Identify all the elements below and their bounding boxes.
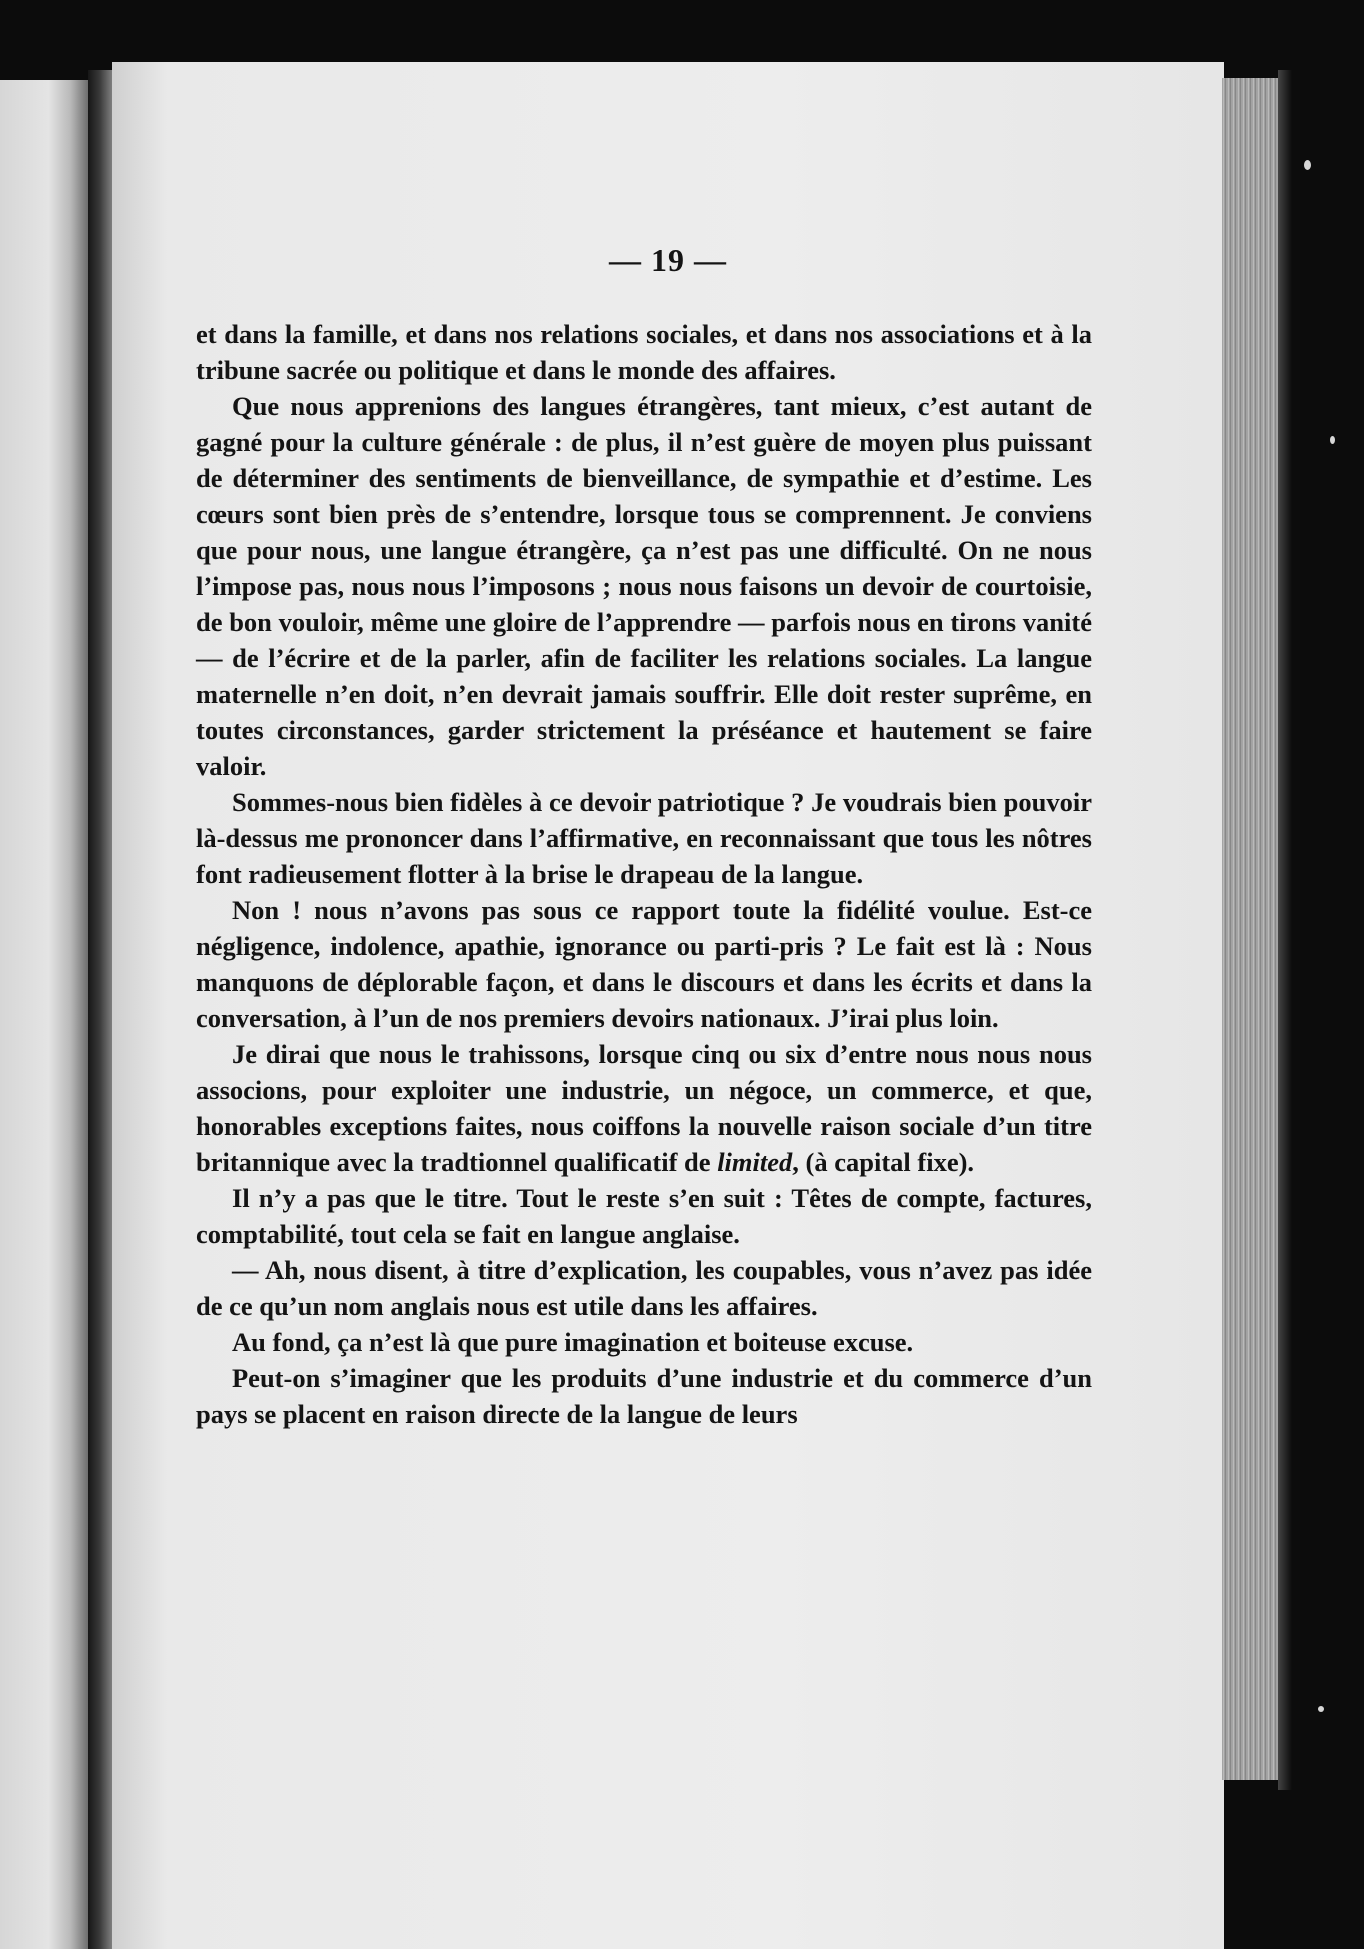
paragraph: [196, 1036, 1092, 1180]
book-gutter: [88, 70, 114, 1949]
page-number: — 19 —: [609, 242, 727, 278]
paragraph-text: Je dirai que nous le trahissons, lorsque cinq ou six d’entre nous nous nous associons, pour exploiter une industrie, un négoce, un commerce, et que, honorables exceptions faites, nous coiffons la nouvelle raison sociale d’un titre britannique avec la tradtionnel qualificatif de: [196, 1039, 1092, 1177]
paragraph-text: Il n’y a pas que le titre. Tout le reste s’en suit : Têtes de compte, factures, comptabilité, tout cela se fait en langue anglaise.: [196, 1183, 1092, 1249]
paragraph: [196, 1252, 1092, 1324]
paragraph-text: Peut-on s’imaginer que les produits d’une industrie et du commerce d’un pays se placent en raison directe de la langue de leurs: [196, 1363, 1092, 1429]
paragraph: [196, 784, 1092, 892]
paragraph: [196, 1360, 1092, 1432]
paragraph-text: , (à capital fixe).: [792, 1147, 975, 1177]
paragraph-text: et dans la famille, et dans nos relations sociales, et dans nos associations et à la tribune sacrée ou politique et dans le monde des affaires.: [196, 319, 1092, 385]
facing-page-edge: [0, 80, 88, 1949]
scan-speck: [1304, 160, 1311, 170]
paragraph: [196, 1324, 1092, 1360]
body-text: [196, 316, 1092, 1432]
paragraph: [196, 892, 1092, 1036]
page-stack-edges: [1222, 78, 1278, 1780]
scan-speck: [1318, 1706, 1324, 1712]
paragraph: [196, 1180, 1092, 1252]
paragraph-text: — Ah, nous disent, à titre d’explication, les coupables, vous n’avez pas idée de ce qu’un nom anglais nous est utile dans les affaires.: [196, 1255, 1092, 1321]
paragraph: [196, 388, 1092, 784]
scan-speck: [1330, 436, 1335, 444]
paragraph-text: Que nous apprenions des langues étrangères, tant mieux, c’est autant de gagné pour la culture générale : de plus, il n’est guère de moyen plus puissant de déterminer des sentiments de bienveillance, de sympathie et d’estime. Les cœurs sont bien près de s’entendre, lorsque tous se comprennent. Je conviens que pour nous, une langue étrangère, ça n’est pas une difficulté. On ne nous l’impose pas, nous nous l’imposons ; nous nous faisons un devoir de courtoisie, de bon vouloir, même une gloire de l’apprendre — parfois nous en tirons vanité — de l’écrire et de la parler, afin de faciliter les relations sociales. La langue maternelle n’en doit, n’en devrait jamais souffrir. Elle doit rester suprême, en toutes circonstances, garder strictement la préséance et hautement se faire valoir.: [196, 391, 1092, 781]
paragraph-text: Au fond, ça n’est là que pure imagination et boiteuse excuse.: [232, 1327, 914, 1357]
paragraph: [196, 316, 1092, 388]
page-stack-shadow: [1278, 70, 1292, 1790]
paragraph-text: Non ! nous n’avons pas sous ce rapport toute la fidélité voulue. Est-ce négligence, indolence, apathie, ignorance ou parti-pris ? Le fait est là : Nous manquons de déplorable façon, et dans le discours et dans les écrits et dans la conversation, à l’un de nos premiers devoirs nationaux. J’irai plus loin.: [196, 895, 1092, 1033]
paragraph-text: Sommes-nous bien fidèles à ce devoir patriotique ? Je voudrais bien pouvoir là-dessus me prononcer dans l’affirmative, en reconnaissant que tous les nôtres font radieusement flotter à la brise le drapeau de la langue.: [196, 787, 1092, 889]
italic-term: limited: [717, 1147, 793, 1177]
